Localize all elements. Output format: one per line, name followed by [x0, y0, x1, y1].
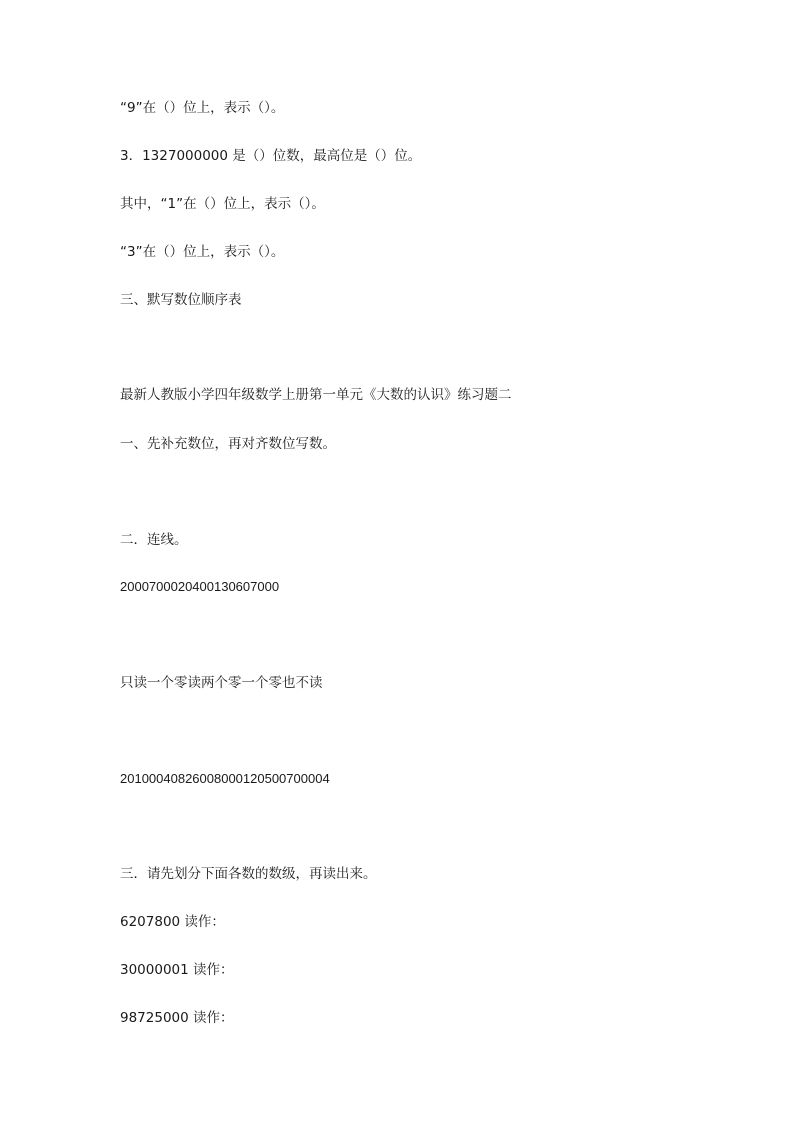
reading-line-6207800: 6207800 读作：	[120, 914, 225, 930]
section-heading-2: 二．连线。	[120, 532, 188, 548]
number-row-bottom: 20100040826008000120500700004	[120, 771, 330, 786]
question-line-digit-1: 其中，“1”在（）位上，表示（）。	[120, 196, 325, 212]
question-3-line: 3．1327000000 是（）位数，最高位是（）位。	[120, 148, 422, 164]
reading-options-row: 只读一个零读两个零一个零也不读	[120, 675, 323, 691]
question-line-digit-3: “3”在（）位上，表示（）。	[120, 244, 285, 260]
reading-line-30000001: 30000001 读作：	[120, 962, 234, 978]
number-row-top: 2000700020400130607000	[120, 579, 280, 594]
section-heading-1: 一、先补充数位，再对齐数位写数。	[120, 436, 336, 452]
section-heading-place-value-table: 三、默写数位顺序表	[120, 292, 242, 308]
worksheet-title: 最新人教版小学四年级数学上册第一单元《大数的认识》练习题二	[120, 387, 512, 403]
reading-line-98725000: 98725000 读作：	[120, 1010, 234, 1026]
section-heading-3: 三．请先划分下面各数的数级，再读出来。	[120, 866, 377, 882]
question-line-digit-9: “9”在（）位上，表示（）。	[120, 100, 285, 116]
